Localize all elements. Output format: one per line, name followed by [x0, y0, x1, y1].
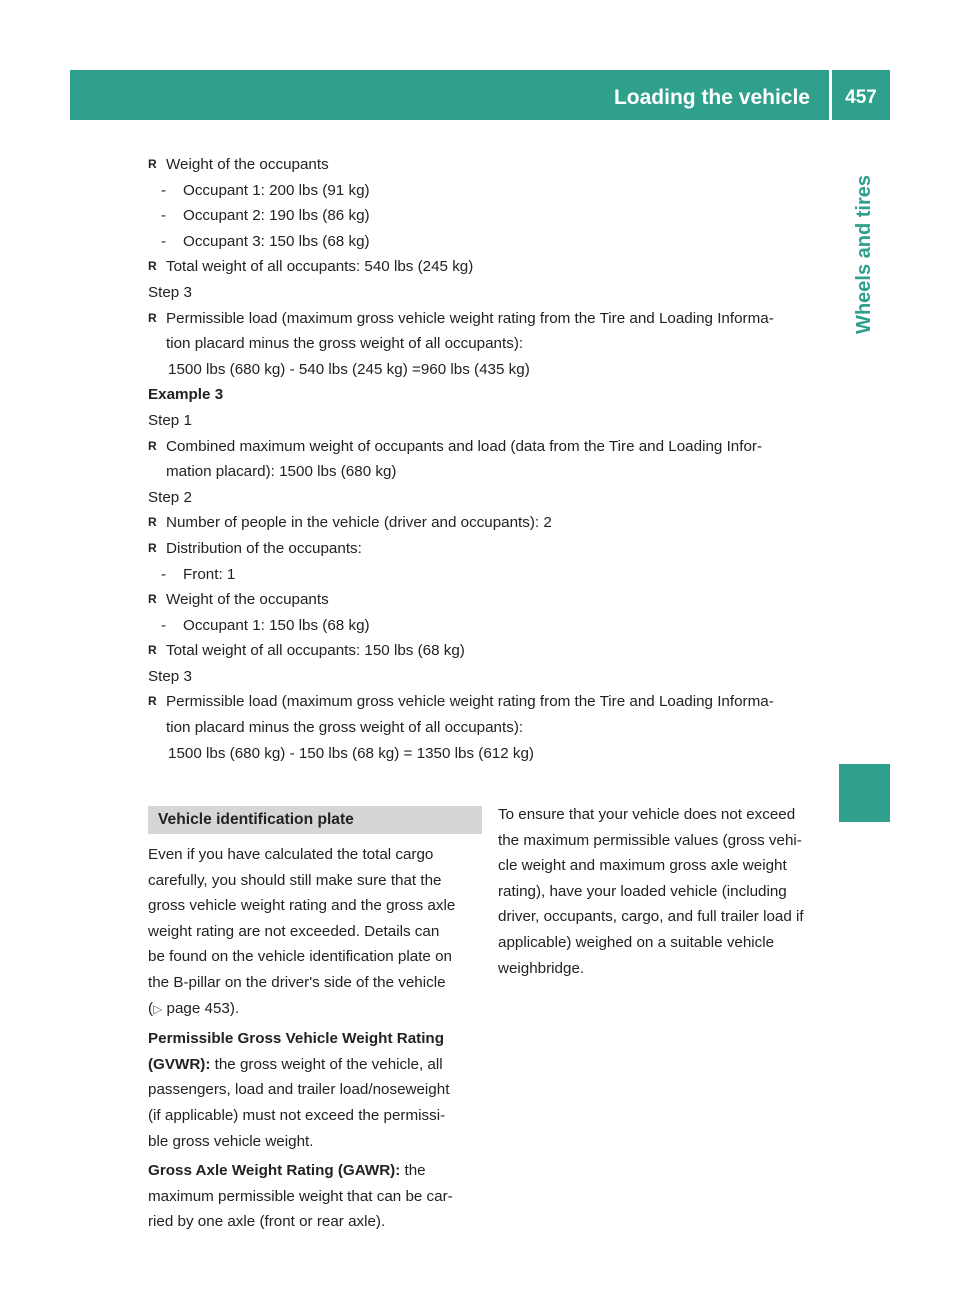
bullet-marker-icon: R [148, 643, 157, 658]
bullet-marker-icon: R [148, 540, 157, 555]
dash-marker-icon: - [161, 181, 167, 199]
page-ref-text: page 453). [166, 999, 240, 1017]
bullet-marker-icon: R [148, 157, 157, 171]
bullet-marker-icon: R [148, 438, 157, 453]
side-tab-marker [839, 764, 890, 822]
paragraph-line: Even if you have calculated the total cargo [148, 846, 434, 863]
bullet-text: Number of people in the vehicle (driver and occupants): 2 [166, 514, 552, 532]
bullet-marker-icon: R [148, 694, 157, 709]
gvwr-desc-line: passengers, load and trailer load/noseweight [148, 1081, 450, 1099]
bullet-marker-icon: R [148, 310, 157, 325]
gvwr-desc-line: (if applicable) must not exceed the permissi- [148, 1106, 446, 1124]
sub-item-text: Occupant 3: 150 lbs (68 kg) [183, 232, 370, 250]
sub-item-text: Occupant 1: 200 lbs (91 kg) [183, 181, 370, 199]
bullet-item [148, 306, 848, 332]
right-column [498, 802, 838, 981]
paragraph-line: weighbridge. [498, 959, 585, 977]
dash-marker-icon: - [161, 232, 167, 250]
bullet-marker-icon: R [148, 515, 157, 530]
calculation-line: 1500 lbs (680 kg) - 540 lbs (245 kg) =960 lbs (435 kg) [168, 360, 530, 378]
paragraph-line: driver, occupants, cargo, and full trailer load if [498, 908, 804, 926]
gvwr-desc-line: ble gross vehicle weight. [148, 1132, 314, 1150]
step-label: Step 3 [148, 283, 192, 301]
sub-item [148, 613, 848, 639]
gawr-desc-line: maximum permissible weight that can be car- [148, 1187, 453, 1205]
gvwr-term: Permissible Gross Vehicle Weight Rating [148, 1030, 444, 1048]
bullet-text: Permissible load (maximum gross vehicle weight rating from the Tire and Loading Informa- [166, 309, 774, 327]
bullet-item [148, 638, 848, 664]
section-heading: Vehicle identification plate [148, 806, 482, 834]
step-label: Step 3 [148, 667, 192, 685]
bullet-text: Distribution of the occupants: [166, 539, 362, 557]
header-bar [70, 70, 890, 120]
step-label: Step 2 [148, 488, 192, 506]
sub-item [148, 178, 848, 204]
sub-item-text: Occupant 1: 150 lbs (68 kg) [183, 616, 370, 634]
bullet-text: Weight of the occupants [166, 156, 329, 173]
gawr-term: Gross Axle Weight Rating (GAWR): [148, 1162, 401, 1180]
bullet-marker-icon: R [148, 592, 157, 607]
bullet-item [148, 510, 848, 536]
page-reference[interactable]: (▷ page 453). [148, 999, 240, 1017]
bullet-continuation: mation placard): 1500 lbs (680 kg) [166, 463, 397, 481]
step-label: Step 1 [148, 411, 192, 429]
bullet-item [148, 254, 848, 280]
sub-item [148, 562, 848, 588]
calculation-line: 1500 lbs (680 kg) - 150 lbs (68 kg) = 1350 lbs (612 kg) [168, 744, 534, 762]
bullet-item [148, 152, 848, 178]
bullet-text: Total weight of all occupants: 540 lbs (245 kg) [166, 258, 474, 276]
dash-marker-icon: - [161, 565, 167, 583]
page-ref-arrow-icon: ▷ [153, 1001, 163, 1016]
left-column [148, 806, 482, 1235]
top-content [148, 152, 848, 766]
sub-item [148, 229, 848, 255]
paragraph-line: applicable) weighed on a suitable vehicle [498, 933, 775, 951]
paragraph-line: rating), have your loaded vehicle (including [498, 882, 787, 900]
gawr-desc: the [400, 1162, 426, 1180]
chapter-title: Loading the vehicle [613, 86, 810, 109]
bullet-item [148, 536, 848, 562]
gvwr-line [148, 1052, 482, 1078]
bullet-item [148, 689, 848, 715]
sub-item [148, 203, 848, 229]
gvwr-desc: the gross weight of the vehicle, all [210, 1055, 443, 1073]
gawr-line [148, 1158, 482, 1184]
intro-paragraph [148, 842, 482, 1022]
dash-marker-icon: - [161, 207, 167, 225]
paragraph-line: the B-pillar on the driver's side of the vehicle [148, 973, 446, 991]
gawr-definition [148, 1158, 482, 1235]
paragraph-line: cle weight and maximum gross axle weight [498, 857, 787, 875]
bullet-marker-icon: R [148, 259, 157, 274]
bullet-text: Weight of the occupants [166, 591, 329, 609]
bullet-continuation: tion placard minus the gross weight of all occupants): [166, 335, 524, 353]
sub-item-text: Front: 1 [183, 565, 236, 583]
bullet-item [148, 587, 848, 613]
page-number: 457 [845, 87, 877, 108]
paragraph-line: be found on the vehicle identification plate on [148, 948, 452, 966]
paragraph-line: weight rating are not exceeded. Details can [148, 922, 440, 940]
gawr-desc-line: ried by one axle (front or rear axle). [148, 1213, 386, 1231]
bullet-text: Combined maximum weight of occupants and load (data from the Tire and Loading Infor- [166, 437, 763, 455]
sub-item-text: Occupant 2: 190 lbs (86 kg) [183, 207, 370, 225]
example-heading: Example 3 [148, 386, 224, 404]
bullet-text: Total weight of all occupants: 150 lbs (68 kg) [166, 642, 465, 660]
paragraph-line: To ensure that your vehicle does not exceed [498, 806, 796, 823]
side-tab-label: Wheels and tires [853, 175, 875, 334]
paragraph-line: gross vehicle weight rating and the gross axle [148, 897, 456, 915]
bullet-continuation: tion placard minus the gross weight of all occupants): [166, 719, 524, 737]
bullet-item [148, 434, 848, 460]
paragraph-line: the maximum permissible values (gross vehi- [498, 831, 802, 849]
dash-marker-icon: - [161, 616, 167, 634]
bullet-text: Permissible load (maximum gross vehicle weight rating from the Tire and Loading Informa- [166, 693, 774, 711]
gvwr-definition [148, 1026, 482, 1154]
paragraph-line: carefully, you should still make sure that the [148, 871, 442, 889]
gvwr-abbrev: (GVWR): [148, 1055, 211, 1073]
